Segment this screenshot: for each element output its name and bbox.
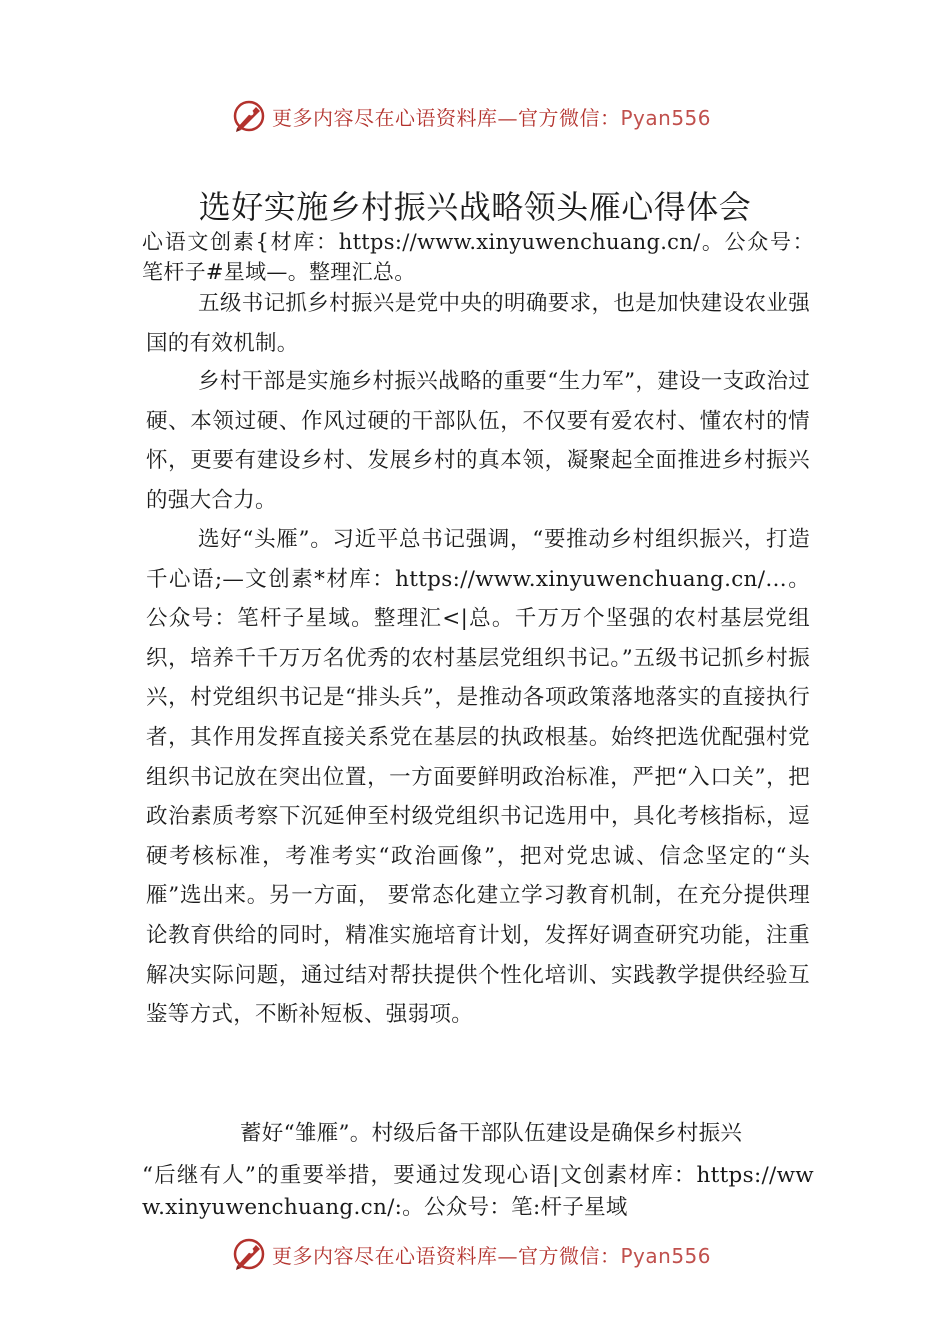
paragraph: 乡村干部是实施乡村振兴战略的重要“生力军”，建设一支政治过硬、本领过硬、作风过硬的干部队伍，不仅要有爱农村、懂农村的情怀，更要有建设乡村、发展乡村的真本领，凝聚起全面推进乡村振兴的强大合力。 <box>146 369 810 513</box>
document-title: 选好实施乡村振兴战略领头雁心得体会 <box>198 188 752 226</box>
wechat-id: Pyan556 <box>620 1243 712 1268</box>
pen-logo-icon <box>232 1237 266 1271</box>
wechat-id: Pyan556 <box>620 105 712 130</box>
paragraph: 蓄好“雏雁”。村级后备干部队伍建设是确保乡村振兴 <box>240 1121 743 1146</box>
banner-text: 更多内容尽在心语资料库—官方微信：Pyan556 <box>272 1243 712 1268</box>
footer-banner <box>0 1234 950 1274</box>
pen-logo-icon <box>232 99 266 133</box>
paragraph-continued: “后继有人”的重要举措，要通过发现心语|文创素材库：https://www.xinyuwenchuang.cn/:。公众号：笔:杆子星域 <box>142 1163 814 1220</box>
banner-text: 更多内容尽在心语资料库—官方微信：Pyan556 <box>272 105 712 130</box>
header-banner <box>0 96 950 136</box>
source-line: 心语文创素{材库：https://www.xinyuwenchuang.cn/。公众号：笔杆子#星域—。整理汇总。 <box>142 230 814 284</box>
paragraph: 五级书记抓乡村振兴是党中央的明确要求，也是加快建设农业强国的有效机制。 <box>146 291 810 356</box>
paragraph: 选好“头雁”。习近平总书记强调，“要推动乡村组织振兴，打造千心语;—文创素*材库：https://www.xinyuwenchuang.cn/…。公众号：笔杆子星域。整理汇<|总。千万万个坚强的农村基层党组织，培养千千万万名优秀的农村基层党组织书记。”五级书记抓乡村振兴，村党组织书记是“排头兵”，是推动各项政策落地落实的直接执行者，其作用发挥直接关系党在基层的执政根基。始终把选优配强村党组织书记放在突出位置，一方面要鲜明政治标准，严把“入口关”，把政治素质考察下沉延伸至村级党组织书记选用中，具化考核指标，逗硬考核标准，考准考实“政治画像”，把对党忠诚、信念坚定的“头雁”选出来。另一方面， 要常态化建立学习教育机制，在充分提供理论教育供给的同时，精准实施培育计划，发挥好调查研究功能，注重解决实际问题，通过结对帮扶提供个性化培训、实践教学提供经验互鉴等方式，不断补短板、强弱项。 <box>146 527 810 1028</box>
